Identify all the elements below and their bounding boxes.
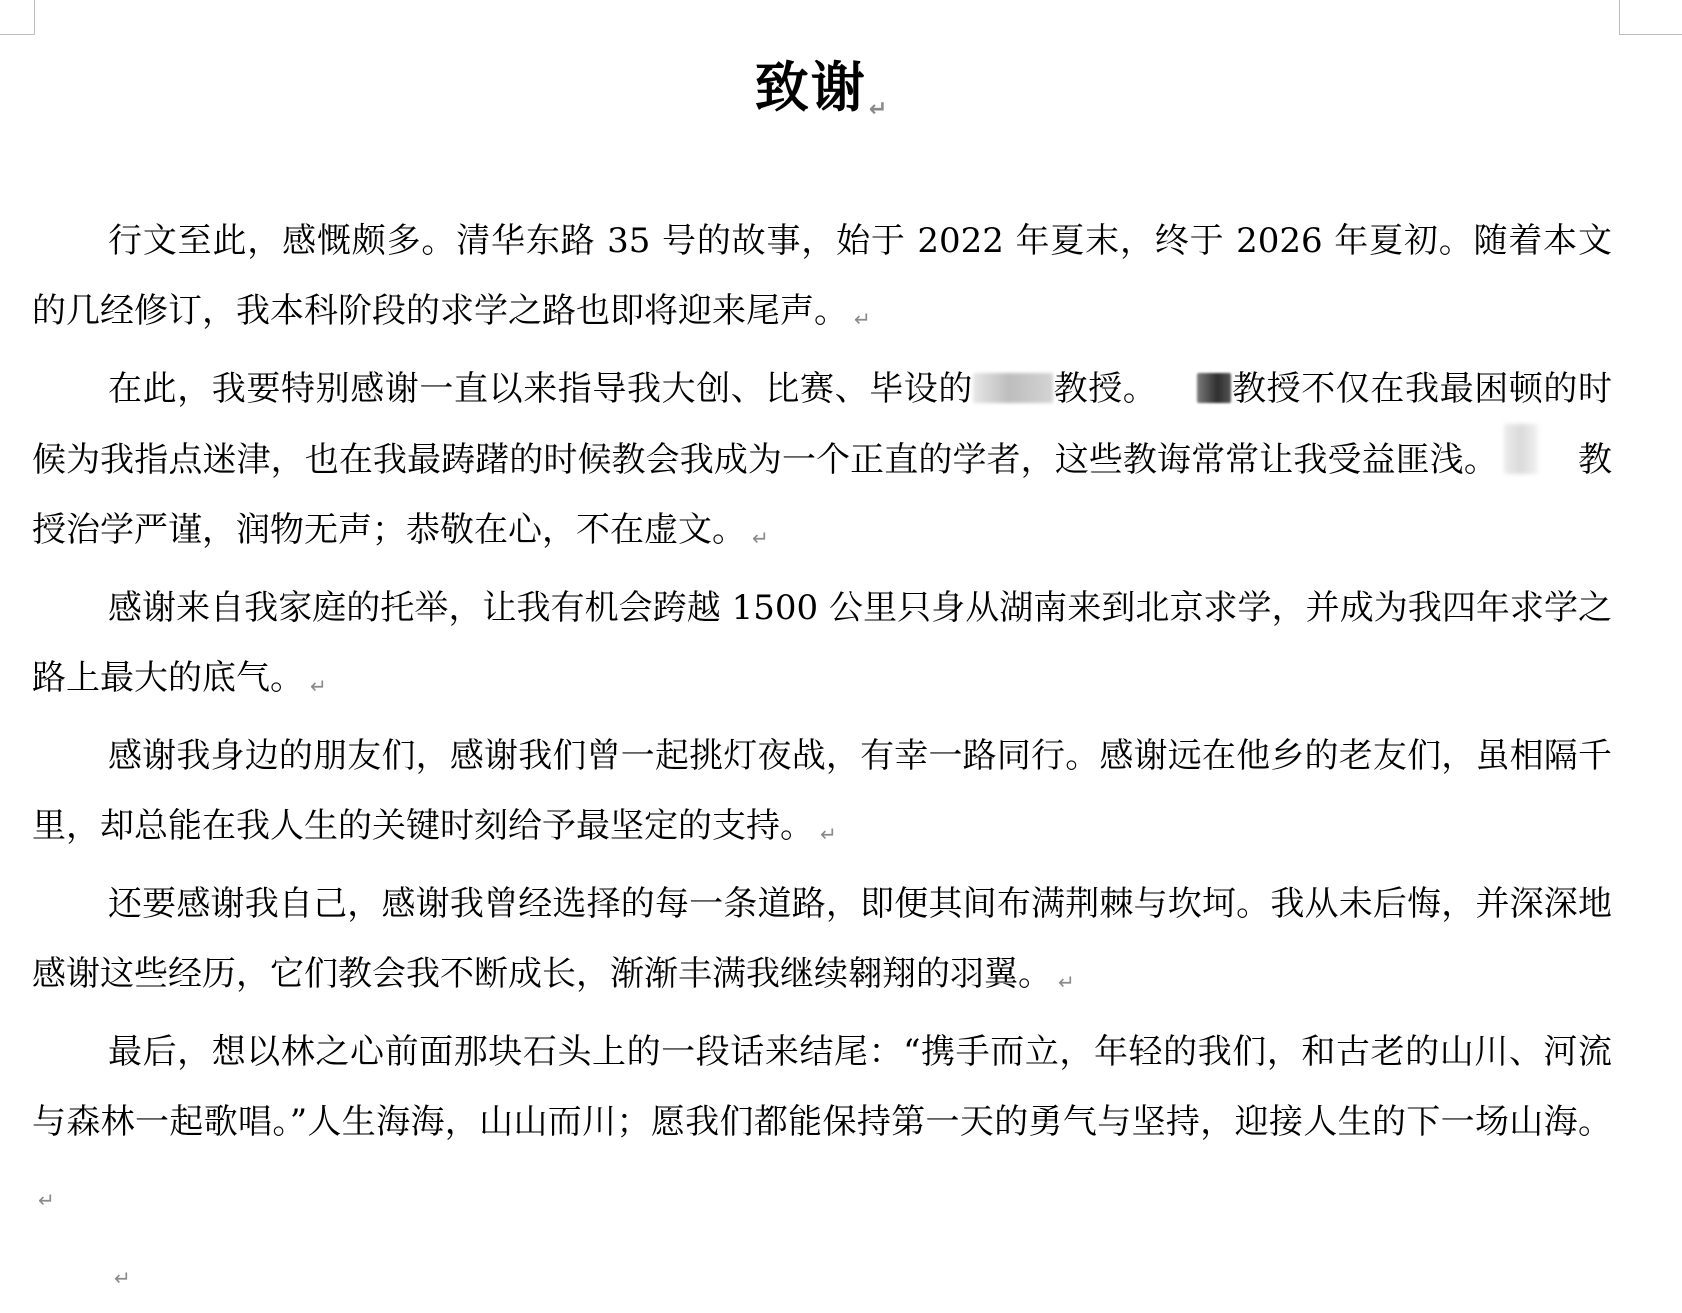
paragraph-mark-icon: ↵ — [854, 307, 871, 331]
paragraph-mark-icon: ↵ — [752, 526, 769, 550]
paragraph-text: 感谢我身边的朋友们，感谢我们曾一起挑灯夜战，有幸一路同行。感谢远在他乡的老友们，虽相隔千里，却总能在我人生的关键时刻给予最坚定的支持。 — [32, 736, 1612, 846]
paragraph-2 — [32, 354, 1612, 573]
document-title — [32, 30, 1612, 168]
paragraph-mark-icon: ↵ — [38, 1188, 55, 1212]
page-corner-mark-top-left — [0, 0, 35, 35]
paragraph-text: 感谢来自我家庭的托举，让我有机会跨越 1500 公里只身从湖南来到北京求学，并成为我四年求学之路上最大的底气。 — [32, 588, 1612, 698]
paragraph-text-part-1: 在此，我要特别感谢一直以来指导我大创、比赛、毕设的 — [108, 369, 973, 409]
paragraph-6 — [32, 1017, 1612, 1235]
paragraph-4 — [32, 721, 1612, 869]
paragraph-mark-icon: ↵ — [868, 97, 890, 122]
redacted-name-blur — [1504, 424, 1538, 474]
paragraph-5 — [32, 869, 1612, 1017]
document-body — [32, 30, 1612, 1305]
paragraph-1 — [32, 206, 1612, 354]
paragraph-text: 行文至此，感慨颇多。清华东路 35 号的故事，始于 2022 年夏末，终于 2026 年夏初。随着本文的几经修订，我本科阶段的求学之路也即将迎来尾声。 — [32, 221, 1612, 331]
empty-paragraph — [32, 1235, 1612, 1305]
paragraph-text-part-2: 教授。 — [1053, 369, 1158, 409]
paragraph-text-part-3: 教授不仅在我最困顿的时候为我指点迷津，也在我最踌躇的时候教会我成为一个正直的学者，这些教诲常常让我受益匪浅。 — [32, 369, 1613, 480]
redacted-name-blur — [973, 373, 1053, 403]
title-text: 致谢 — [754, 56, 867, 119]
paragraph-mark-icon: ↵ — [114, 1266, 131, 1290]
paragraph-mark-icon: ↵ — [820, 822, 837, 846]
paragraph-text: 还要感谢我自己，感谢我曾经选择的每一条道路，即便其间布满荆棘与坎坷。我从未后悔，并深深地感谢这些经历，它们教会我不断成长，渐渐丰满我继续翱翔的羽翼。 — [32, 884, 1612, 994]
paragraph-text-part-4: 教授治学严谨，润物无声；恭敬在心，不在虚文。 — [32, 440, 1612, 550]
paragraph-mark-icon: ↵ — [310, 674, 327, 698]
redacted-name-blur — [1197, 373, 1231, 403]
page-corner-mark-top-right — [1619, 0, 1682, 35]
paragraph-3 — [32, 573, 1612, 721]
paragraph-text: 最后，想以林之心前面那块石头上的一段话来结尾：“携手而立，年轻的我们，和古老的山川、河流与森林一起歌唱。”人生海海，山山而川；愿我们都能保持第一天的勇气与坚持，迎接人生的下一场山海。 — [32, 1032, 1612, 1142]
paragraph-mark-icon: ↵ — [1058, 970, 1075, 994]
